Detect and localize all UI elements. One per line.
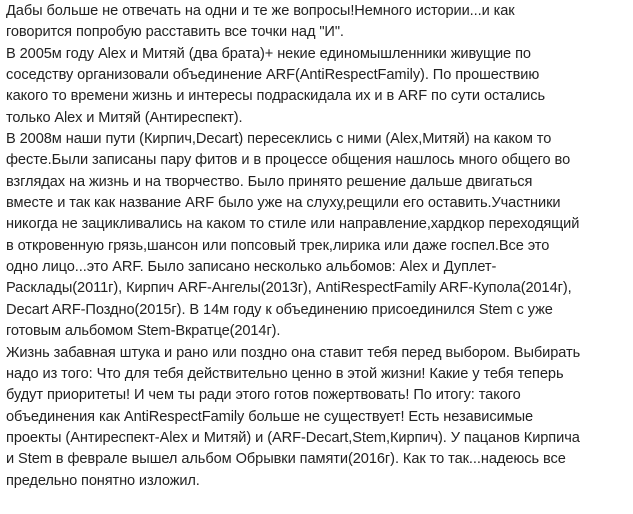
text-line: какого то времени жизнь и интересы подраскидала их и в ARF по сути остались — [6, 88, 545, 105]
text-line: предельно понятно изложил. — [6, 472, 200, 489]
text-line: соседству организовали объединение ARF(AntiRespectFamily). По прошествию — [6, 67, 540, 84]
text-line: Дабы больше не отвечать на одни и те же вопросы!Немного истории...и как — [6, 3, 515, 19]
text-line: фесте.Были записаны пару фитов и в процессе общения нашлось много общего во — [6, 152, 571, 169]
text-line: никогда не зацикливались на каком то стиле или направление,хардкор переходящий — [6, 216, 580, 233]
text-line: вместе и так как название ARF было уже на слуху,рещили его оставить.Участники — [6, 195, 561, 212]
text-line: объединения как AntiRespectFamily больше не существует! Есть независимые — [6, 408, 534, 425]
text-line: и Stem в феврале вышел альбом Обрывки памяти(2016г). Как то так...надеюсь все — [6, 451, 566, 468]
text-line: только Alex и Митяй (Антиреспект). — [6, 109, 243, 126]
text-line: Decart ARF-Поздно(2015г). В 14м году к объединению присоединился Stem с уже — [6, 301, 553, 318]
text-line: говорится попробую расставить все точки над "И". — [6, 24, 344, 41]
text-line: Расклады(2011г), Кирпич ARF-Ангелы(2013г), AntiRespectFamily ARF-Купола(2014г), — [6, 280, 572, 297]
text-line: в откровенную грязь,шансон или попсовый трек,лирика или даже госпел.Все это — [6, 237, 550, 254]
text-line: В 2008м наши пути (Кирпич,Decart) пересеклись с ними (Alex,Митяй) на каком то — [6, 131, 552, 148]
text-line: надо из того: Что для тебя действительно ценно в этой жизни! Какие у тебя теперь — [6, 365, 564, 382]
text-line: В 2005м году Alex и Митяй (два брата)+ некие единомышленники живущие по — [6, 45, 531, 62]
text-line: Жизнь забавная штука и рано или поздно она ставит тебя перед выбором. Выбирать — [6, 344, 581, 361]
text-line: взглядах на жизнь и на творчество. Было принято решение дальше двигаться — [6, 173, 533, 190]
text-line: готовым альбомом Stem-Вкратце(2014г). — [6, 323, 281, 340]
text-line: будут приоритеты! И чем ты ради этого готов пожертвовать! По итогу: такого — [6, 387, 521, 404]
text-line: проекты (Антиреспект-Alex и Митяй) и (ARF-Decart,Stem,Кирпич). У пацанов Кирпича — [6, 429, 580, 446]
text-line: одно лицо...это ARF. Было записано несколько альбомов: Alex и Дуплет- — [6, 259, 497, 276]
